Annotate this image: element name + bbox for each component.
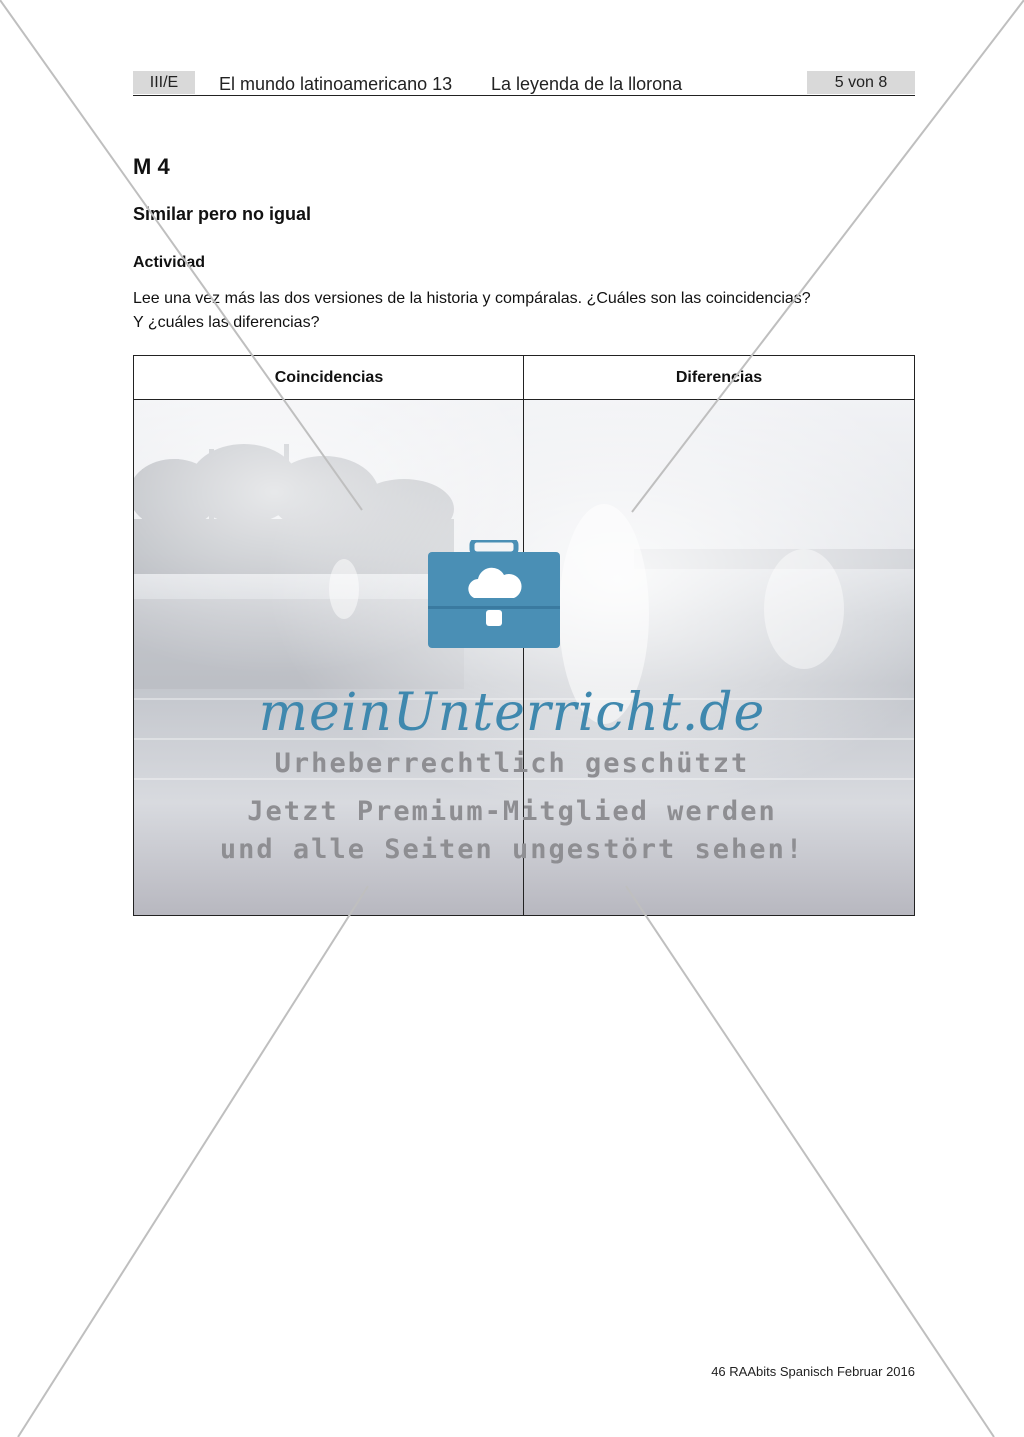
cross-line-bottom-left bbox=[18, 886, 368, 1437]
column-header-coincidencias: Coincidencias bbox=[274, 369, 384, 386]
activity-heading: Actividad bbox=[133, 254, 206, 271]
material-title: Similar pero no igual bbox=[133, 204, 312, 224]
header-title: La leyenda de la llorona bbox=[491, 74, 683, 94]
comparison-table bbox=[133, 355, 915, 916]
table-header-row bbox=[134, 356, 914, 400]
watermark-premium-line: Jetzt Premium-Mitglied werden bbox=[247, 796, 777, 827]
column-header-diferencias: Diferencias bbox=[675, 369, 763, 386]
instruction-line: Lee una vez más las dos versiones de la historia y compáralas. ¿Cuáles son las coincidencias? bbox=[133, 290, 811, 307]
watermark-view-line: und alle Seiten ungestört sehen! bbox=[219, 834, 805, 865]
instruction-line: Y ¿cuáles las diferencias? bbox=[133, 314, 320, 331]
page-header bbox=[133, 71, 915, 96]
page-footer: 46 RAAbits Spanisch Februar 2016 bbox=[711, 1364, 915, 1379]
header-page-number: 5 von 8 bbox=[807, 71, 915, 94]
activity-instructions bbox=[133, 287, 933, 335]
material-code: M 4 bbox=[133, 154, 170, 179]
watermark-copyright-line: Urheberrechtlich geschützt bbox=[274, 748, 750, 779]
column-divider bbox=[523, 356, 524, 915]
cross-line-bottom-right bbox=[626, 886, 994, 1437]
header-level: III/E bbox=[133, 71, 195, 94]
watermark-brand: meinUnterricht.de bbox=[258, 683, 766, 743]
header-series: El mundo latinoamericano 13 bbox=[219, 74, 453, 94]
misty-lake-photo bbox=[134, 399, 914, 916]
